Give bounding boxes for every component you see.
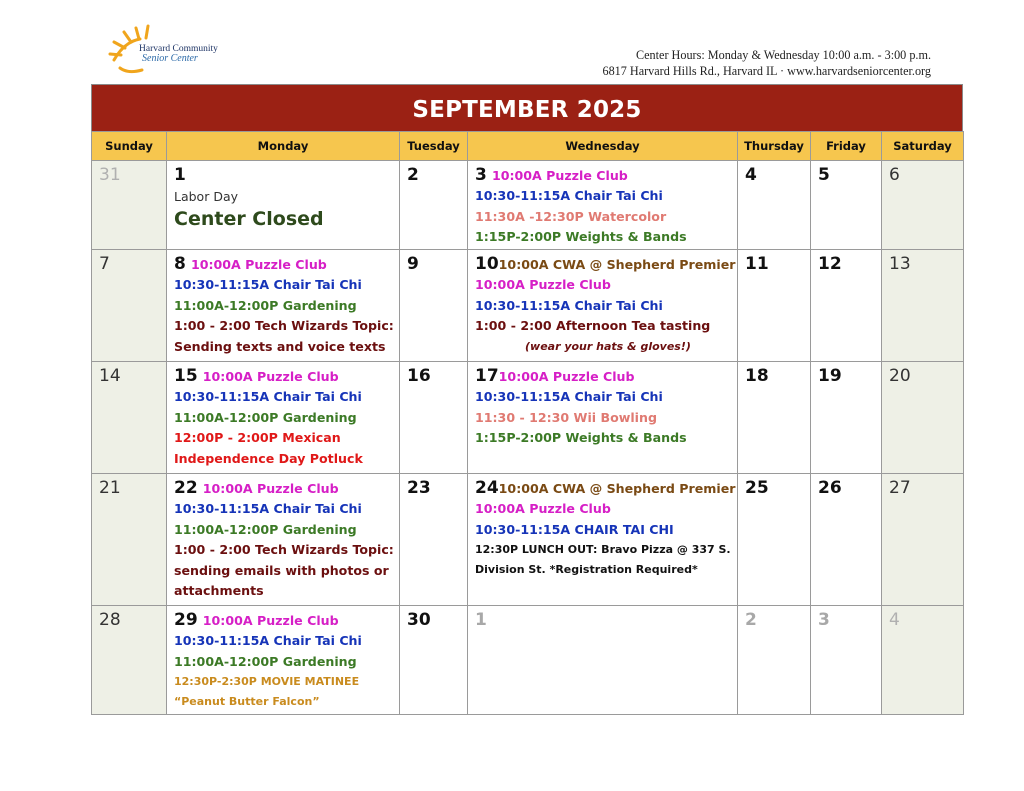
day-number: 3 [818, 610, 830, 630]
day-number: 8 [174, 254, 186, 274]
day-cell [167, 606, 400, 715]
day-number: 3 [475, 165, 487, 185]
day-cell [400, 161, 468, 250]
day-cell [468, 474, 738, 606]
day-number: 26 [818, 478, 842, 498]
event: 10:00A Puzzle Club [475, 277, 611, 293]
day-number: 23 [407, 478, 431, 498]
event: attachments [174, 583, 264, 599]
event: 11:00A-12:00P Gardening [174, 653, 357, 669]
day-number: 13 [889, 254, 911, 274]
week-row-5 [92, 606, 964, 715]
day-number: 11 [745, 254, 769, 274]
day-number: 21 [99, 478, 121, 498]
event: 1:15P-2:00P Weights & Bands [475, 229, 687, 245]
day-cell [811, 250, 882, 362]
day-number: 28 [99, 610, 121, 630]
day-number: 1 [174, 165, 186, 185]
day-number: 1 [475, 610, 487, 630]
day-cell [882, 606, 964, 715]
day-cell [167, 161, 400, 250]
center-address: 6817 Harvard Hills Rd., Harvard IL · www.harvardseniorcenter.org [602, 64, 931, 78]
day-cell [167, 250, 400, 362]
center-hours: Center Hours: Monday & Wednesday 10:00 a.m. - 3:00 p.m. [636, 48, 931, 62]
day-cell [468, 161, 738, 250]
day-cell [400, 362, 468, 474]
weekday-friday: Friday [811, 132, 882, 161]
event: 12:30P-2:30P MOVIE MATINEE [174, 675, 360, 689]
day-number: 31 [99, 165, 121, 185]
event: 10:00A Puzzle Club [190, 257, 327, 272]
day-number: 27 [889, 478, 911, 498]
day-cell [738, 161, 811, 250]
event: 10:30-11:15A Chair Tai Chi [174, 501, 362, 517]
event: 11:30 - 12:30 Wii Bowling [475, 409, 657, 425]
event-note: (wear your hats & gloves!) [525, 339, 691, 353]
event: 10:00A Puzzle Club [202, 369, 339, 384]
event: 10:00A Puzzle Club [475, 501, 611, 517]
day-number: 6 [889, 165, 900, 185]
week-row-4 [92, 474, 964, 606]
event: 10:30-11:15A Chair Tai Chi [475, 188, 663, 204]
day-number: 5 [818, 165, 830, 185]
event: 10:30-11:15A Chair Tai Chi [174, 633, 362, 649]
event: 11:00A-12:00P Gardening [174, 521, 357, 537]
month-title: SEPTEMBER 2025 [91, 84, 963, 131]
event: Independence Day Potluck [174, 450, 363, 466]
day-cell [882, 474, 964, 606]
day-number: 24 [475, 478, 499, 498]
day-cell [167, 474, 400, 606]
day-cell [167, 362, 400, 474]
day-number: 20 [889, 366, 911, 386]
event: 10:00A Puzzle Club [498, 369, 635, 384]
event: 1:00 - 2:00 Afternoon Tea tasting [475, 318, 711, 334]
logo-line2: Senior Center [142, 53, 198, 64]
day-cell [92, 362, 167, 474]
day-cell [92, 606, 167, 715]
calendar-grid [91, 131, 964, 715]
day-number: 4 [889, 610, 900, 630]
event: 10:30-11:15A Chair Tai Chi [174, 389, 362, 405]
event: 12:00P - 2:00P Mexican [174, 430, 341, 446]
day-number: 15 [174, 366, 198, 386]
day-number: 29 [174, 610, 198, 630]
day-cell [400, 250, 468, 362]
event: 1:00 - 2:00 Tech Wizards Topic: [174, 542, 394, 558]
day-cell [882, 250, 964, 362]
day-number: 7 [99, 254, 110, 274]
event: 10:00A CWA @ Shepherd Premier [498, 481, 736, 496]
calendar [91, 84, 963, 715]
holiday-name: Labor Day [174, 189, 239, 204]
day-cell [811, 161, 882, 250]
day-number: 9 [407, 254, 419, 274]
day-cell [811, 606, 882, 715]
day-cell [882, 362, 964, 474]
day-number: 25 [745, 478, 769, 498]
day-number: 16 [407, 366, 431, 386]
week-row-3 [92, 362, 964, 474]
event: 11:00A-12:00P Gardening [174, 297, 357, 313]
weekday-thursday: Thursday [738, 132, 811, 161]
event: 10:30-11:15A Chair Tai Chi [174, 277, 362, 293]
day-cell [468, 250, 738, 362]
event: “Peanut Butter Falcon” [174, 695, 320, 709]
weekday-header-row [92, 132, 964, 161]
weekday-saturday: Saturday [882, 132, 964, 161]
day-cell [811, 362, 882, 474]
day-number: 2 [407, 165, 419, 185]
logo-line1: Harvard Community [139, 44, 218, 54]
event: 11:30A -12:30P Watercolor [475, 208, 667, 224]
weekday-wednesday: Wednesday [468, 132, 738, 161]
day-cell [738, 606, 811, 715]
day-cell [738, 474, 811, 606]
event: 10:00A CWA @ Shepherd Premier [498, 257, 736, 272]
event: 11:00A-12:00P Gardening [174, 409, 357, 425]
event: 10:30-11:15A Chair Tai Chi [475, 389, 663, 405]
day-number: 19 [818, 366, 842, 386]
week-row-1 [92, 161, 964, 250]
day-number: 30 [407, 610, 431, 630]
day-cell [400, 606, 468, 715]
day-number: 4 [745, 165, 757, 185]
day-cell [738, 362, 811, 474]
event: 10:30-11:15A CHAIR TAI CHI [475, 521, 674, 537]
week-row-2 [92, 250, 964, 362]
event: 10:00A Puzzle Club [202, 613, 339, 628]
event: 10:00A Puzzle Club [202, 481, 339, 496]
event: 10:30-11:15A Chair Tai Chi [475, 297, 663, 313]
day-cell [738, 250, 811, 362]
event: 10:00A Puzzle Club [491, 168, 628, 183]
day-cell [882, 161, 964, 250]
day-number: 22 [174, 478, 198, 498]
day-cell [811, 474, 882, 606]
day-cell [400, 474, 468, 606]
center-closed: Center Closed [174, 208, 324, 230]
header-info [602, 47, 931, 79]
day-number: 10 [475, 254, 499, 274]
event: 1:00 - 2:00 Tech Wizards Topic: [174, 318, 394, 334]
day-number: 2 [745, 610, 757, 630]
event: sending emails with photos or [174, 562, 389, 578]
weekday-tuesday: Tuesday [400, 132, 468, 161]
day-cell [468, 362, 738, 474]
event: Sending texts and voice texts [174, 338, 386, 354]
weekday-monday: Monday [167, 132, 400, 161]
event: Division St. *Registration Required* [475, 563, 698, 577]
day-number: 12 [818, 254, 842, 274]
day-cell [92, 161, 167, 250]
event: 1:15P-2:00P Weights & Bands [475, 430, 687, 446]
weekday-sunday: Sunday [92, 132, 167, 161]
day-number: 14 [99, 366, 121, 386]
day-number: 18 [745, 366, 769, 386]
day-cell [92, 250, 167, 362]
day-cell [92, 474, 167, 606]
day-number: 17 [475, 366, 499, 386]
day-cell [468, 606, 738, 715]
event: 12:30P LUNCH OUT: Bravo Pizza @ 337 S. [475, 543, 731, 557]
